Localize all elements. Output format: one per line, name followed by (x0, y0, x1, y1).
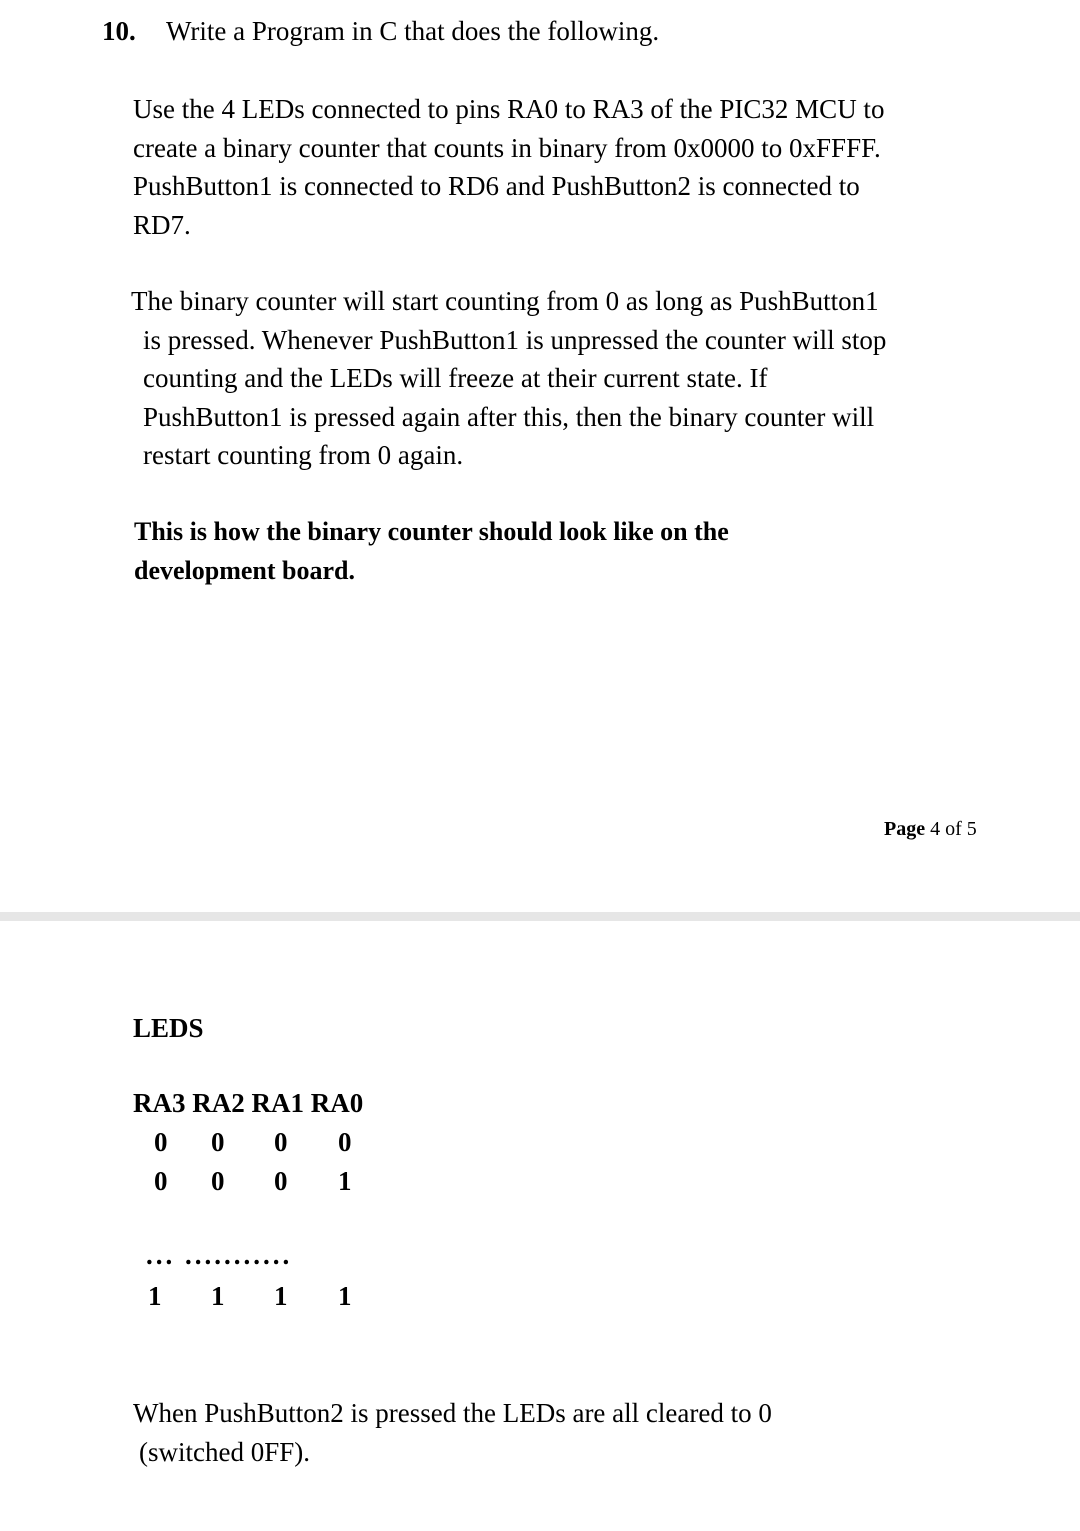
bit-cell: 1 (211, 1281, 225, 1311)
bit-cell: 0 (211, 1166, 225, 1196)
paragraph-line: counting and the LEDs will freeze at their current state. If (143, 363, 768, 393)
leds-column-header: RA3 RA2 RA1 RA0 (133, 1088, 364, 1118)
bit-cell: 0 (154, 1166, 168, 1196)
leds-title: LEDS (133, 1013, 204, 1043)
paragraph-line: This is how the binary counter should look like on the (134, 517, 729, 546)
paragraph-line: development board. (134, 556, 355, 585)
bit-cell: 0 (211, 1127, 225, 1157)
paragraph-line: PushButton1 is connected to RD6 and PushButton2 is connected to (133, 171, 860, 201)
paragraph-counter-behavior (131, 282, 886, 475)
page-count: 4 of 5 (930, 818, 977, 840)
bit-cell: 0 (338, 1127, 352, 1157)
ellipsis-row: ... ........... (146, 1240, 293, 1270)
bit-cell: 1 (338, 1281, 352, 1311)
page-label: Page (884, 818, 926, 840)
paragraph-line: RD7. (133, 209, 191, 240)
paragraph-line: restart counting from 0 again. (143, 440, 464, 470)
paragraph-line: create a binary counter that counts in binary from 0x0000 to 0xFFFF. (133, 132, 881, 163)
paragraph-reset (133, 1394, 772, 1472)
bit-cell: 0 (154, 1127, 168, 1157)
question-number: 10. (102, 16, 136, 46)
paragraph-line: is pressed. Whenever PushButton1 is unpressed the counter will stop (143, 324, 887, 355)
paragraph-line: The binary counter will start counting from 0 as long as PushButton1 (131, 286, 879, 316)
bit-cell: 1 (338, 1166, 352, 1196)
paragraph-line: (switched 0FF). (139, 1437, 310, 1467)
paragraph-line: When PushButton2 is pressed the LEDs are all cleared to 0 (133, 1398, 772, 1428)
paragraph-board-note (134, 512, 729, 590)
paragraph-line: PushButton1 is pressed again after this, then the binary counter will (143, 401, 875, 432)
page-separator (0, 912, 1080, 921)
bit-cell: 1 (274, 1281, 288, 1311)
bit-cell: 0 (274, 1166, 288, 1196)
bit-cell: 1 (148, 1281, 162, 1311)
page-number (884, 818, 977, 841)
bit-cell: 0 (274, 1127, 288, 1157)
paragraph-intro (133, 90, 884, 244)
paragraph-line: Use the 4 LEDs connected to pins RA0 to RA3 of the PIC32 MCU to (133, 94, 885, 124)
question-title: Write a Program in C that does the following. (166, 16, 660, 46)
